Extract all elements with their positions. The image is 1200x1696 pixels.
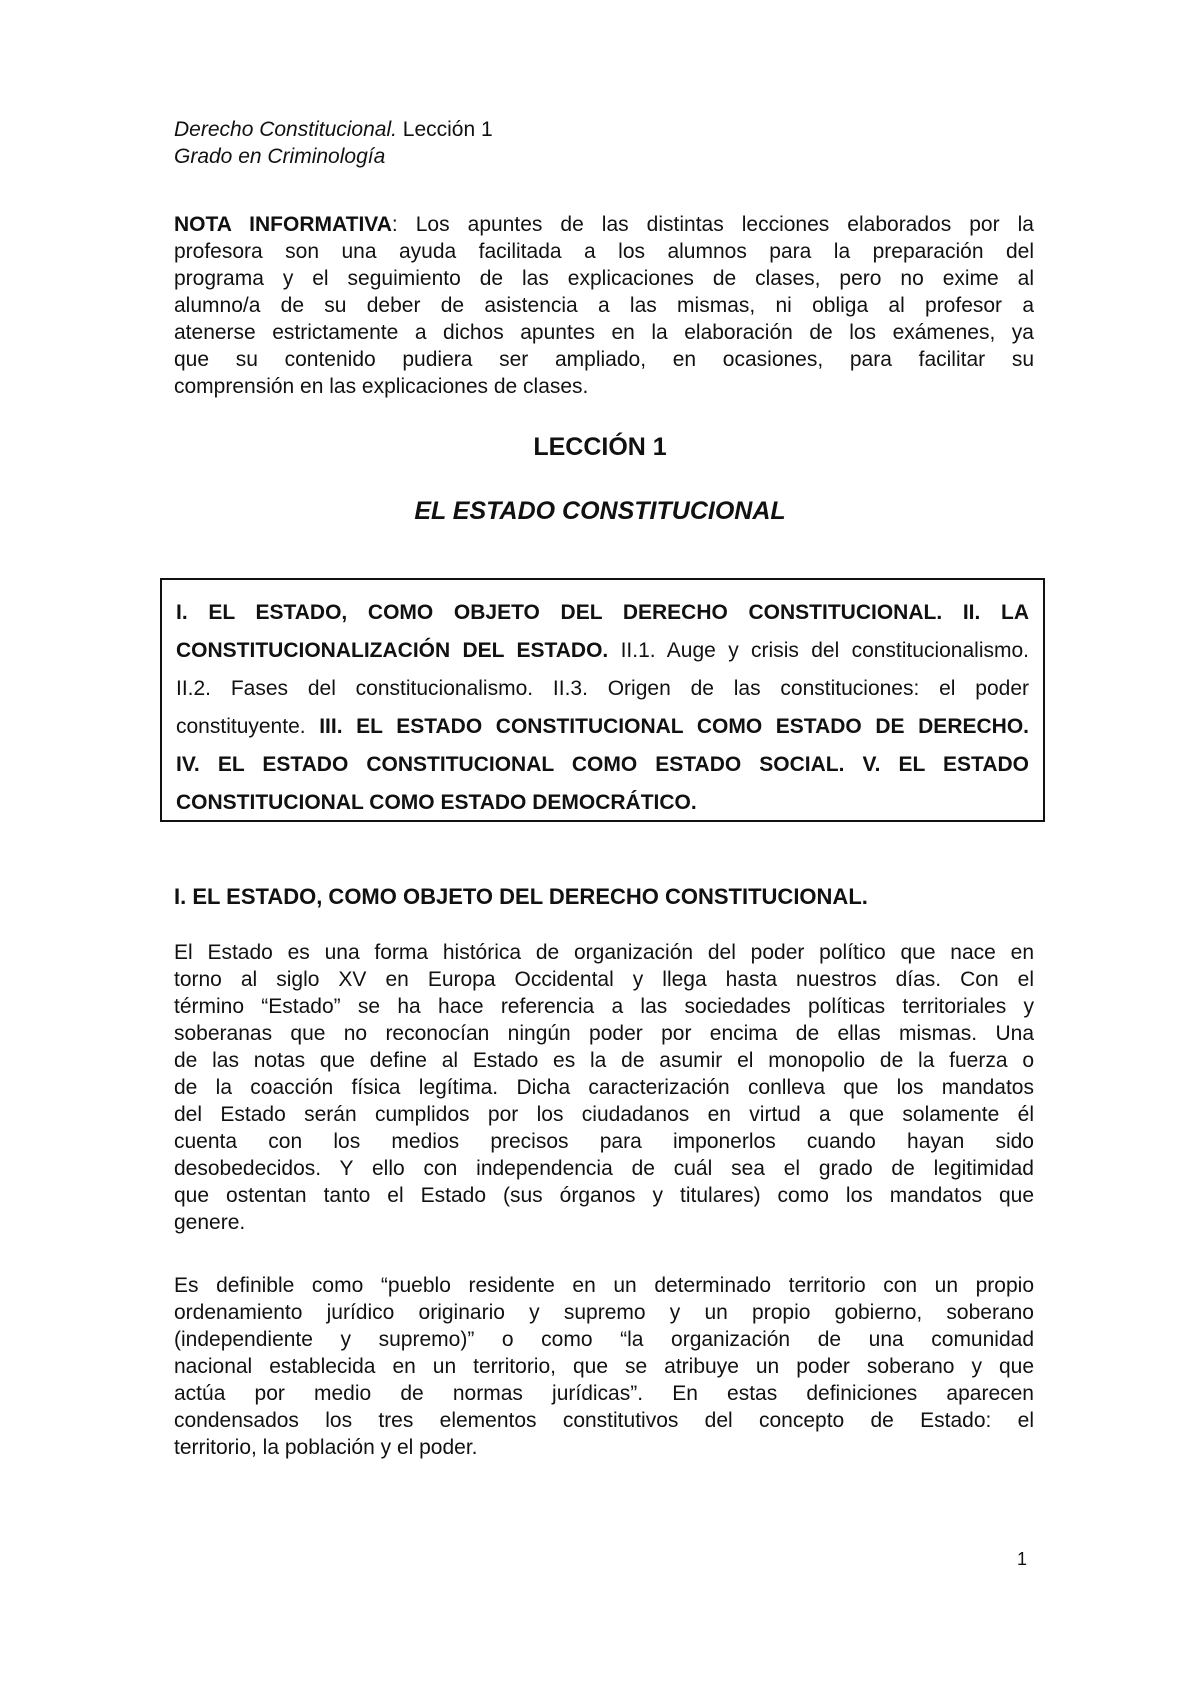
paragraph-line: torno al siglo XV en Europa Occidental y llega hasta nuestros días. Con el <box>174 968 1034 991</box>
paragraph-line: cuenta con los medios precisos para imponerlos cuando hayan sido <box>174 1130 1034 1153</box>
paragraph-line: El Estado es una forma histórica de organización del poder político que nace en <box>174 941 1034 964</box>
paragraph-line: desobedecidos. Y ello con independencia de cuál sea el grado de legitimidad <box>174 1157 1034 1180</box>
note-line: atenerse estrictamente a dichos apuntes en la elaboración de los exámenes, ya <box>174 321 1034 344</box>
note-line: NOTA INFORMATIVA: Los apuntes de las distintas lecciones elaborados por la <box>174 213 1034 236</box>
paragraph-line: actúa por medio de normas jurídicas”. En estas definiciones aparecen <box>174 1382 1034 1405</box>
paragraph-line: del Estado serán cumplidos por los ciudadanos en virtud a que solamente él <box>174 1103 1034 1126</box>
summary-line: I. EL ESTADO, COMO OBJETO DEL DERECHO CONSTITUCIONAL. II. LA <box>176 601 1029 624</box>
lesson-summary-box <box>160 578 1045 822</box>
paragraph-line: territorio, la población y el poder. <box>174 1436 478 1459</box>
paragraph-line: Es definible como “pueblo residente en un determinado territorio con un propio <box>174 1274 1034 1297</box>
note-line: profesora son una ayuda facilitada a los alumnos para la preparación del <box>174 240 1034 263</box>
paragraph-line: (independiente y supremo)” o como “la organización de una comunidad <box>174 1328 1034 1351</box>
note-line: que su contenido pudiera ser ampliado, en ocasiones, para facilitar su <box>174 348 1034 371</box>
paragraph-line: término “Estado” se ha hace referencia a las sociedades políticas territoriales y <box>174 995 1034 1018</box>
lesson-subtitle: EL ESTADO CONSTITUCIONAL <box>414 497 786 525</box>
informative-note <box>174 211 1034 400</box>
paragraph-line: genere. <box>174 1211 246 1234</box>
paragraph-line: condensados los tres elementos constitutivos del concepto de Estado: el <box>174 1409 1034 1432</box>
degree-name: Grado en Criminología <box>174 145 386 168</box>
lesson-label: Lección 1 <box>396 118 493 141</box>
lesson-title: LECCIÓN 1 <box>533 433 667 461</box>
paragraph-line: soberanas que no reconocían ningún poder por encima de ellas mismas. Una <box>174 1022 1034 1045</box>
paragraph-line: que ostentan tanto el Estado (sus órganos y titulares) como los mandatos que <box>174 1184 1034 1207</box>
note-line: programa y el seguimiento de las explicaciones de clases, pero no exime al <box>174 267 1034 290</box>
summary-line: CONSTITUCIONALIZACIÓN DEL ESTADO. II.1. Auge y crisis del constitucionalismo. <box>176 639 1029 662</box>
paragraph-line: nacional establecida en un territorio, que se atribuye un poder soberano y que <box>174 1355 1034 1378</box>
section-heading: I. EL ESTADO, COMO OBJETO DEL DERECHO CONSTITUCIONAL. <box>174 884 868 909</box>
summary-line: constituyente. III. EL ESTADO CONSTITUCIONAL COMO ESTADO DE DERECHO. <box>176 715 1029 738</box>
course-line <box>174 116 493 143</box>
paragraph-line: de la coacción física legítima. Dicha caracterización conlleva que los mandatos <box>174 1076 1034 1099</box>
document-header <box>174 116 493 170</box>
note-label: NOTA INFORMATIVA <box>174 213 392 236</box>
paragraph-1 <box>174 939 1034 1236</box>
summary-line: IV. EL ESTADO CONSTITUCIONAL COMO ESTADO SOCIAL. V. EL ESTADO <box>176 753 1029 776</box>
summary-line: II.2. Fases del constitucionalismo. II.3. Origen de las constituciones: el poder <box>176 677 1029 700</box>
summary-line: CONSTITUCIONAL COMO ESTADO DEMOCRÁTICO. <box>176 791 697 814</box>
course-name: Derecho Constitucional. <box>174 118 397 141</box>
note-line: comprensión en las explicaciones de clases. <box>174 375 589 398</box>
page-number: 1 <box>1017 1549 1028 1569</box>
paragraph-2 <box>174 1272 1034 1461</box>
paragraph-line: de las notas que define al Estado es la de asumir el monopolio de la fuerza o <box>174 1049 1034 1072</box>
paragraph-line: ordenamiento jurídico originario y supremo y un propio gobierno, soberano <box>174 1301 1034 1324</box>
note-line: alumno/a de su deber de asistencia a las mismas, ni obliga al profesor a <box>174 294 1034 317</box>
